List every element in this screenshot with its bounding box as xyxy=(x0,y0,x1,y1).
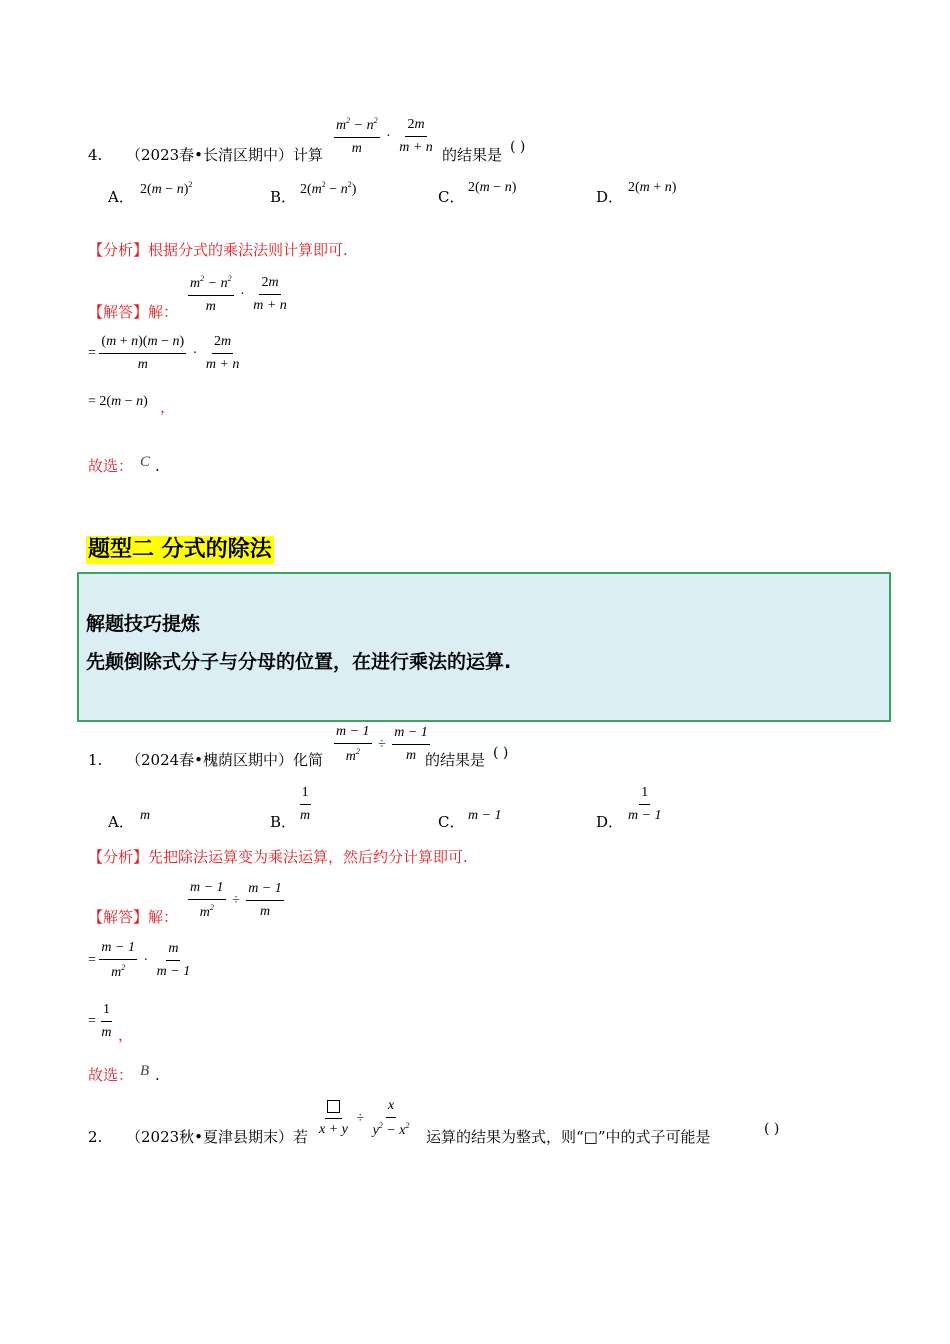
solution-label: 【解答】解： xyxy=(88,908,179,926)
question-expression: $\frac{m^2 - n^2}{m}$ · $\frac{2m}{m + n}$ xyxy=(336,116,433,156)
solution-step-3: = 2(m − n) xyxy=(88,394,148,409)
answer-blank: ( ) xyxy=(493,745,509,761)
option-b-expression: $\frac{1}{m}$ xyxy=(300,785,311,823)
answer-blank: ( ) xyxy=(510,139,526,155)
question-source: （2024春•槐荫区期中）化简 xyxy=(126,751,324,769)
option-c-label: C． xyxy=(438,188,465,206)
option-d-label: D． xyxy=(596,188,624,206)
question-expression: x + y ÷ $\frac{x}{y^2 - x^2}$ xyxy=(319,1098,410,1138)
option-a-expression: $2(m - n)^2$ xyxy=(140,180,193,197)
placeholder-square-icon xyxy=(327,1100,340,1113)
question-number: 1. xyxy=(88,751,103,769)
question-number: 2. xyxy=(88,1128,103,1146)
question-suffix: 的结果是 xyxy=(425,751,486,769)
question-source: （2023春•长清区期中）计算 xyxy=(126,146,324,164)
solution-step-1: $\frac{m - 1}{m^2}$ ÷ $\frac{m - 1}{m}$ xyxy=(190,880,282,920)
question-suffix: 运算的结果为整式，则“□”中的式子可能是 xyxy=(426,1128,711,1146)
analysis-text: 【分析】先把除法运算变为乘法运算，然后约分计算即可. xyxy=(88,848,468,866)
final-choice-label: 故选： xyxy=(88,1066,134,1084)
solution-step-1: $\frac{m^2 - n^2}{m}$ · $\frac{2m}{m + n}$ xyxy=(190,274,287,314)
option-d-expression: 2(m + n) xyxy=(628,180,677,195)
solution-label: 【解答】解： xyxy=(88,303,179,321)
final-choice-dot: . xyxy=(155,457,160,475)
option-a-expression: m xyxy=(140,808,151,823)
final-choice-dot: . xyxy=(155,1066,160,1084)
final-choice-answer: C xyxy=(140,454,151,470)
question-source: （2023秋•夏津县期末）若 xyxy=(126,1128,309,1146)
tips-box xyxy=(77,572,891,722)
answer-blank: ( ) xyxy=(764,1121,780,1137)
solution-step-3: = $\frac{1}{m}$ xyxy=(88,1002,112,1040)
option-d-label: D． xyxy=(596,813,624,831)
tips-title: 解题技巧提炼 xyxy=(86,613,201,635)
section-title: 题型二 分式的除法 xyxy=(88,537,272,562)
solution-step-2: = $\frac{m - 1}{m^2}$ · $\frac{m}{m - 1}$ xyxy=(88,940,191,980)
option-b-expression: $2(m^2 - n^2)$ xyxy=(300,180,357,197)
solution-comma: ， xyxy=(160,398,176,416)
analysis-text: 【分析】根据分式的乘法法则计算即可. xyxy=(88,241,348,259)
final-choice-label: 故选： xyxy=(88,457,134,475)
option-d-expression: $\frac{1}{m - 1}$ xyxy=(628,785,662,823)
question-suffix: 的结果是 xyxy=(442,146,503,164)
option-c-expression: 2(m − n) xyxy=(468,180,517,195)
tips-body: 先颠倒除式分子与分母的位置，在进行乘法的运算. xyxy=(86,651,512,673)
solution-step-2: = $\frac{(m + n)(m - n)}{m}$ · $\frac{2m}{m + n}$ xyxy=(88,334,240,372)
final-choice-answer: B xyxy=(140,1063,150,1079)
option-c-expression: m − 1 xyxy=(468,808,502,823)
option-a-label: A． xyxy=(108,188,134,206)
option-b-label: B． xyxy=(270,188,297,206)
option-b-label: B． xyxy=(270,813,297,831)
option-a-label: A． xyxy=(108,813,134,831)
question-number: 4. xyxy=(88,146,103,164)
solution-comma: ， xyxy=(118,1026,134,1044)
option-c-label: C． xyxy=(438,813,465,831)
question-expression: $\frac{m - 1}{m^2}$ ÷ $\frac{m - 1}{m}$ xyxy=(336,724,428,764)
